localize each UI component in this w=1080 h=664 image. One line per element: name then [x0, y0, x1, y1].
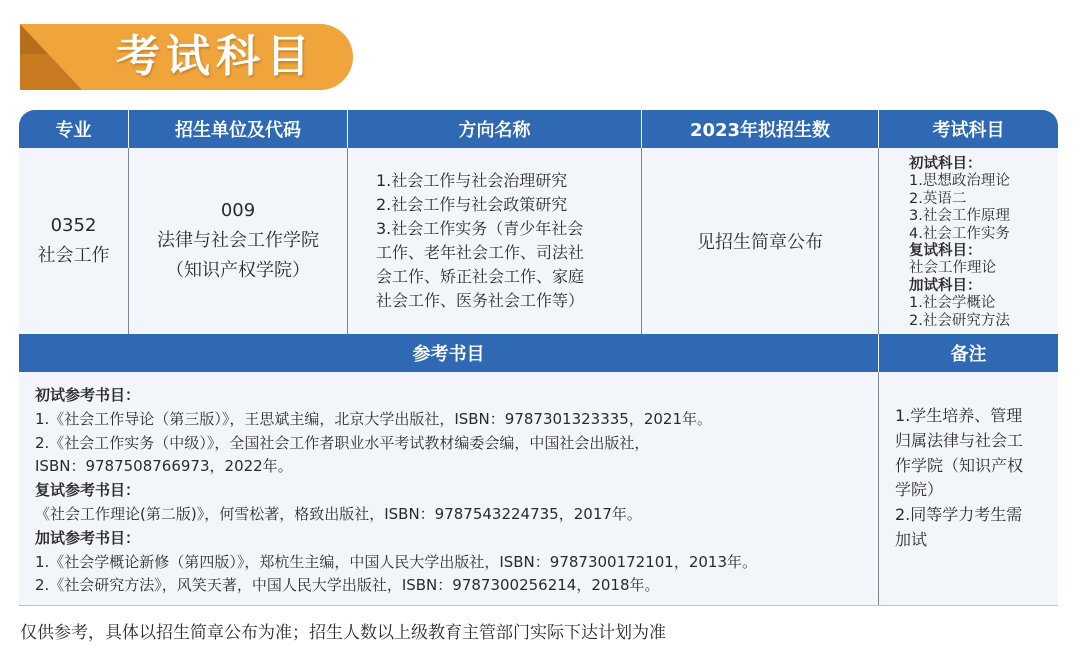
direction-line: 工作、老年社会工作、司法社 [376, 243, 585, 262]
unit-name: 法律与社会工作学院 [157, 230, 319, 251]
subjects-extra-label: 加试科目： [909, 277, 982, 294]
exam-table [19, 110, 1058, 606]
banner-title: 考试科目 [116, 31, 316, 82]
books-extra-label: 加试参考书目： [35, 528, 141, 547]
major-name: 社会工作 [37, 245, 110, 266]
divider [878, 372, 879, 606]
note-line: 学院） [895, 480, 944, 500]
header-direction: 方向名称 [348, 110, 641, 148]
note-line: 1.学生培养、管理 [895, 406, 1023, 425]
cell-major [19, 148, 128, 334]
cell-subjects [879, 148, 1058, 334]
note-line: 作学院（知识产权 [895, 455, 1024, 475]
subject-item: 2.社会研究方法 [909, 312, 1010, 329]
header-unit: 招生单位及代码 [129, 110, 347, 148]
book-line: 1.《社会学概论新修（第四版）》，郑杭生主编，中国人民大学出版社，ISBN：9787300172101，2013年。 [35, 552, 758, 571]
note-line: 加试 [895, 529, 928, 549]
subjects-retest-label: 复试科目： [909, 243, 982, 260]
book-line: 2.《社会工作实务（中级）》，全国社会工作者职业水平考试教材编委会编，中国社会出版社， [35, 433, 650, 452]
direction-line: 1.社会工作与社会治理研究 [376, 171, 568, 190]
section-banner [20, 24, 364, 90]
subject-item: 2.英语二 [909, 190, 967, 207]
book-line: 《社会工作理论(第二版)》，何雪松著，格致出版社，ISBN：9787543224735，2017年。 [35, 504, 642, 523]
subject-item: 社会工作理论 [909, 260, 996, 277]
cell-notes [879, 372, 1058, 606]
subject-item: 3.社会工作原理 [909, 208, 1010, 225]
cell-books [19, 372, 878, 606]
books-retest-label: 复试参考书目： [35, 481, 141, 500]
divider [878, 148, 879, 334]
header-notes: 备注 [879, 334, 1058, 372]
book-line: ISBN：9787508766973，2022年。 [35, 457, 293, 476]
direction-line: 社会工作、医务社会工作等） [376, 291, 585, 310]
divider [641, 148, 642, 334]
books-initial-label: 初试参考书目： [35, 386, 141, 404]
major-code: 0352 [50, 215, 97, 236]
cell-directions [348, 148, 641, 334]
cell-unit [129, 148, 347, 334]
subject-item: 1.思想政治理论 [909, 173, 1010, 190]
divider [128, 148, 129, 334]
note-line: 归属法律与社会工 [895, 430, 1024, 450]
unit-alt-name: （知识产权学院） [166, 260, 310, 281]
book-line: 1.《社会工作导论（第三版）》，王思斌主编，北京大学出版社，ISBN：9787301323335，2021年。 [35, 409, 713, 428]
divider [19, 605, 1058, 606]
direction-line: 3.社会工作实务（青少年社会 [376, 219, 584, 238]
header-major: 专业 [19, 110, 128, 148]
header-books: 参考书目 [19, 334, 878, 372]
cell-quota: 见招生简章公布 [697, 232, 823, 253]
subject-item: 4.社会工作实务 [909, 225, 1010, 242]
subjects-initial-label: 初试科目： [909, 156, 982, 172]
unit-code: 009 [220, 200, 256, 221]
header-quota: 2023年拟招生数 [642, 110, 878, 148]
note-line: 2.同等学力考生需 [895, 505, 1023, 525]
direction-line: 会工作、矫正社会工作、家庭 [376, 267, 585, 286]
subject-item: 1.社会学概论 [909, 295, 996, 312]
footer-note: 仅供参考，具体以招生简章公布为准；招生人数以上级教育主管部门实际下达计划为准 [20, 623, 666, 643]
direction-line: 2.社会工作与社会政策研究 [376, 195, 568, 214]
header-subjects: 考试科目 [879, 110, 1058, 148]
book-line: 2.《社会研究方法》，风笑天著，中国人民大学出版社，ISBN：9787300256214，2018年。 [35, 576, 660, 595]
divider [347, 148, 348, 334]
